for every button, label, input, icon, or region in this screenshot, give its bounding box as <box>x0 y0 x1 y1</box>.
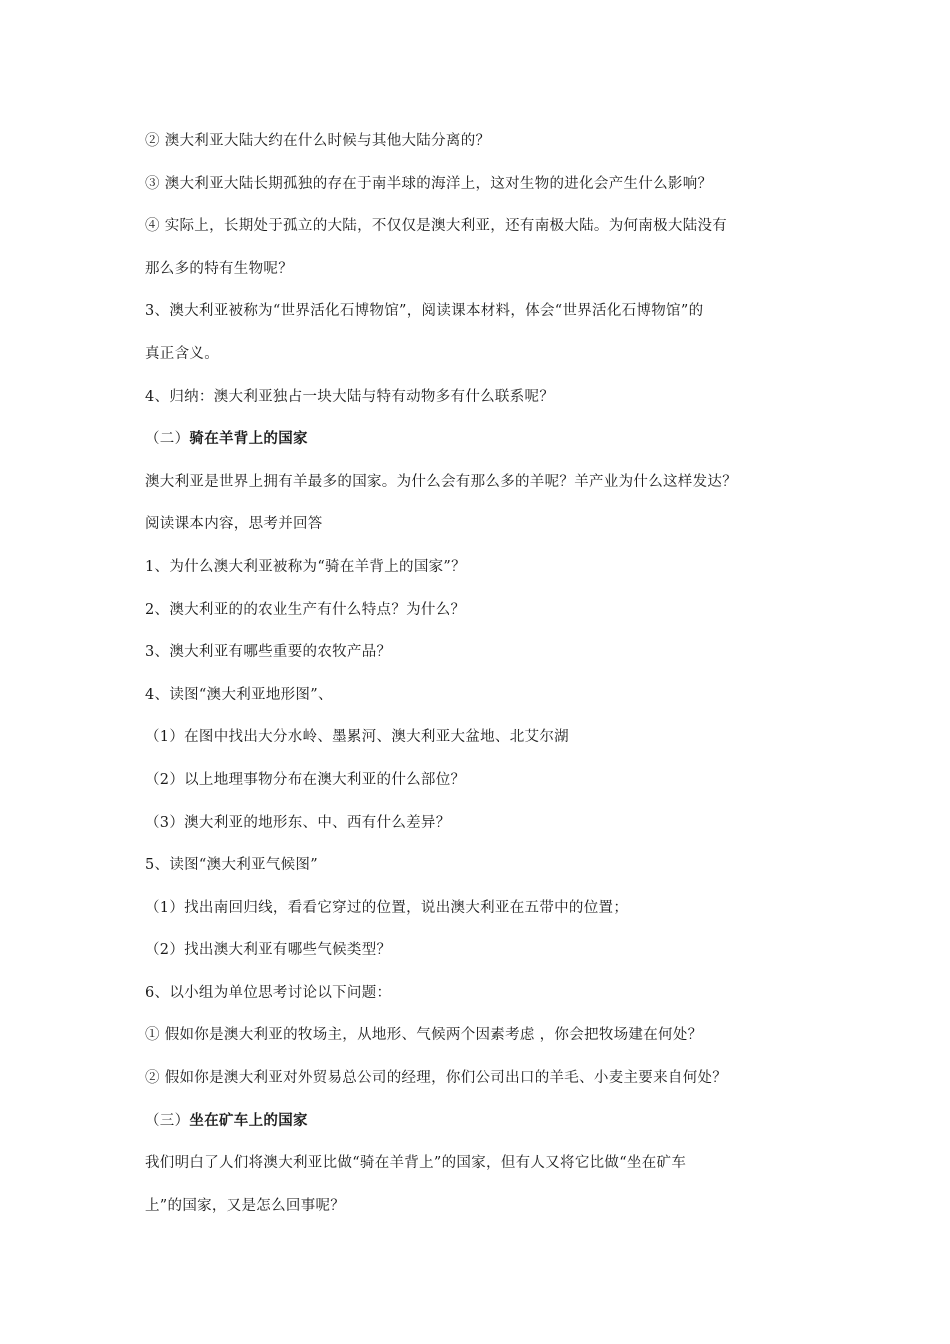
document-body <box>145 120 835 1227</box>
section-2-item-2: 2、澳大利亚的的农业生产有什么特点？为什么？ <box>145 601 466 618</box>
question-3: ③ 澳大利亚大陆长期孤独的存在于南半球的海洋上，这对生物的进化会产生什么影响？ <box>145 175 713 192</box>
section-2-item-6: 6、以小组为单位思考讨论以下问题： <box>145 984 392 1001</box>
item-3-continued: 真正含义。 <box>145 345 219 362</box>
section-2-item-5-sub-2: （2）找出澳大利亚有哪些气候类型？ <box>145 942 392 959</box>
section-3-intro-continued: 上”的国家，又是怎么回事呢？ <box>145 1197 346 1214</box>
section-2-item-5: 5、读图“澳大利亚气候图” <box>145 857 318 874</box>
section-2-item-4-sub-2: （2）以上地理事物分布在澳大利亚的什么部位？ <box>145 771 466 788</box>
section-heading-2-number: （二） <box>145 431 190 448</box>
item-4-summary: 4、归纳：澳大利亚独占一块大陆与特有动物多有什么联系呢？ <box>145 388 555 405</box>
section-2-item-1: 1、为什么澳大利亚被称为“骑在羊背上的国家”？ <box>145 558 466 575</box>
section-heading-3 <box>145 1100 835 1143</box>
section-2-item-4: 4、读图“澳大利亚地形图”、 <box>145 686 333 703</box>
question-4-continued: 那么多的特有生物呢？ <box>145 260 293 277</box>
section-2-item-4-sub-1: （1）在图中找出大分水岭、墨累河、澳大利亚大盆地、北艾尔湖 <box>145 729 569 746</box>
section-2-instruction: 阅读课本内容，思考并回答 <box>145 516 323 533</box>
section-3-intro: 我们明白了人们将澳大利亚比做“骑在羊背上”的国家，但有人又将它比做“坐在矿车 <box>145 1155 687 1172</box>
question-2: ② 澳大利亚大陆大约在什么时候与其他大陆分离的？ <box>145 133 491 149</box>
question-4: ④ 实际上，长期处于孤立的大陆，不仅仅是澳大利亚，还有南极大陆。为何南极大陆没有 <box>145 218 728 235</box>
section-heading-2 <box>145 418 835 461</box>
section-2-item-5-sub-1: （1）找出南回归线，看看它穿过的位置，说出澳大利亚在五带中的位置； <box>145 899 629 916</box>
section-2-intro: 澳大利亚是世界上拥有羊最多的国家。为什么会有那么多的羊呢？羊产业为什么这样发达？ <box>145 473 737 490</box>
section-2-item-6-sub-2: ② 假如你是澳大利亚对外贸易总公司的经理，你们公司出口的羊毛、小麦主要来自何处？ <box>145 1070 728 1087</box>
section-2-item-3: 3、澳大利亚有哪些重要的农牧产品？ <box>145 644 392 661</box>
section-heading-3-number: （三） <box>145 1112 190 1129</box>
section-heading-3-title: 坐在矿车上的国家 <box>189 1112 308 1129</box>
section-2-item-6-sub-1: ① 假如你是澳大利亚的牧场主，从地形、气候两个因素考虑 ，你会把牧场建在何处？ <box>145 1027 703 1044</box>
section-2-item-4-sub-3: （3）澳大利亚的地形东、中、西有什么差异？ <box>145 814 451 831</box>
item-3: 3、澳大利亚被称为“世界活化石博物馆”，阅读课本材料，体会“世界活化石博物馆”的 <box>145 303 704 320</box>
section-heading-2-title: 骑在羊背上的国家 <box>189 431 308 448</box>
